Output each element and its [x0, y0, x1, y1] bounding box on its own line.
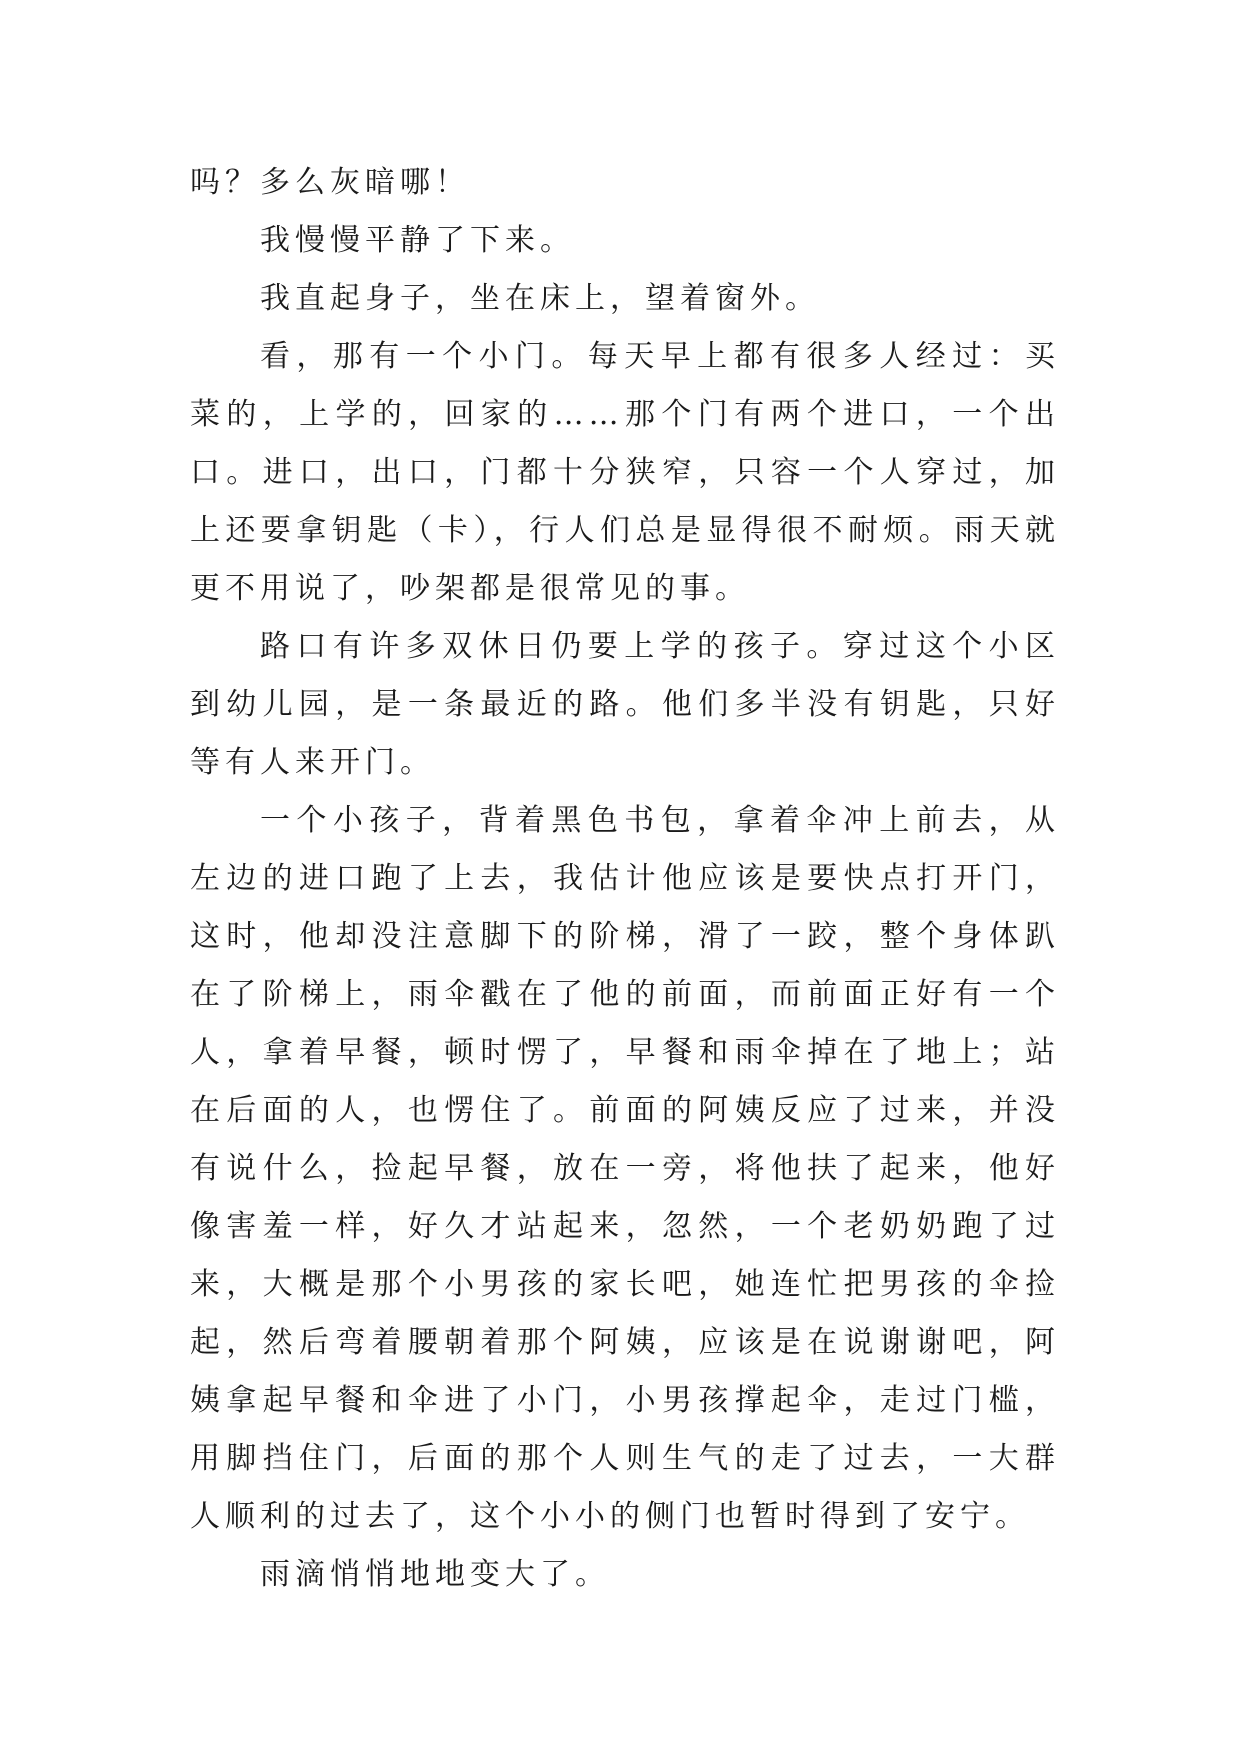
body-text — [190, 154, 1060, 1604]
paragraph-continuation: 吗？多么灰暗哪！ — [190, 165, 470, 200]
paragraph: 我慢慢平静了下来。 — [260, 223, 575, 258]
paragraph: 一个小孩子，背着黑色书包，拿着伞冲上前去，从左边的进口跑了上去，我估计他应该是要快点打开门，这时，他却没注意脚下的阶梯，滑了一跤，整个身体趴在了阶梯上，雨伞戳在了他的前面，而前面正好有一个人，拿着早餐，顿时愣了，早餐和雨伞掉在了地上；站在后面的人，也愣住了。前面的阿姨反应了过来，并没有说什么，捡起早餐，放在一旁，将他扶了起来，他好像害羞一样，好久才站起来，忽然，一个老奶奶跑了过来，大概是那个小男孩的家长吧，她连忙把男孩的伞捡起，然后弯着腰朝着那个阿姨，应该是在说谢谢吧，阿姨拿起早餐和伞进了小门，小男孩撑起伞，走过门槛，用脚挡住门，后面的那个人则生气的走了过去，一大群人顺利的过去了，这个小小的侧门也暂时得到了安宁。 — [190, 803, 1060, 1534]
paragraph: 看，那有一个小门。每天早上都有很多人经过：买菜的，上学的，回家的……那个门有两个进口，一个出口。进口，出口，门都十分狭窄，只容一个人穿过，加上还要拿钥匙（卡），行人们总是显得很不耐烦。雨天就更不用说了，吵架都是很常见的事。 — [190, 339, 1060, 606]
paragraph: 雨滴悄悄地地变大了。 — [260, 1557, 610, 1592]
paragraph: 路口有许多双休日仍要上学的孩子。穿过这个小区到幼儿园，是一条最近的路。他们多半没有钥匙，只好等有人来开门。 — [190, 629, 1060, 780]
paragraph: 我直起身子，坐在床上，望着窗外。 — [260, 281, 820, 316]
